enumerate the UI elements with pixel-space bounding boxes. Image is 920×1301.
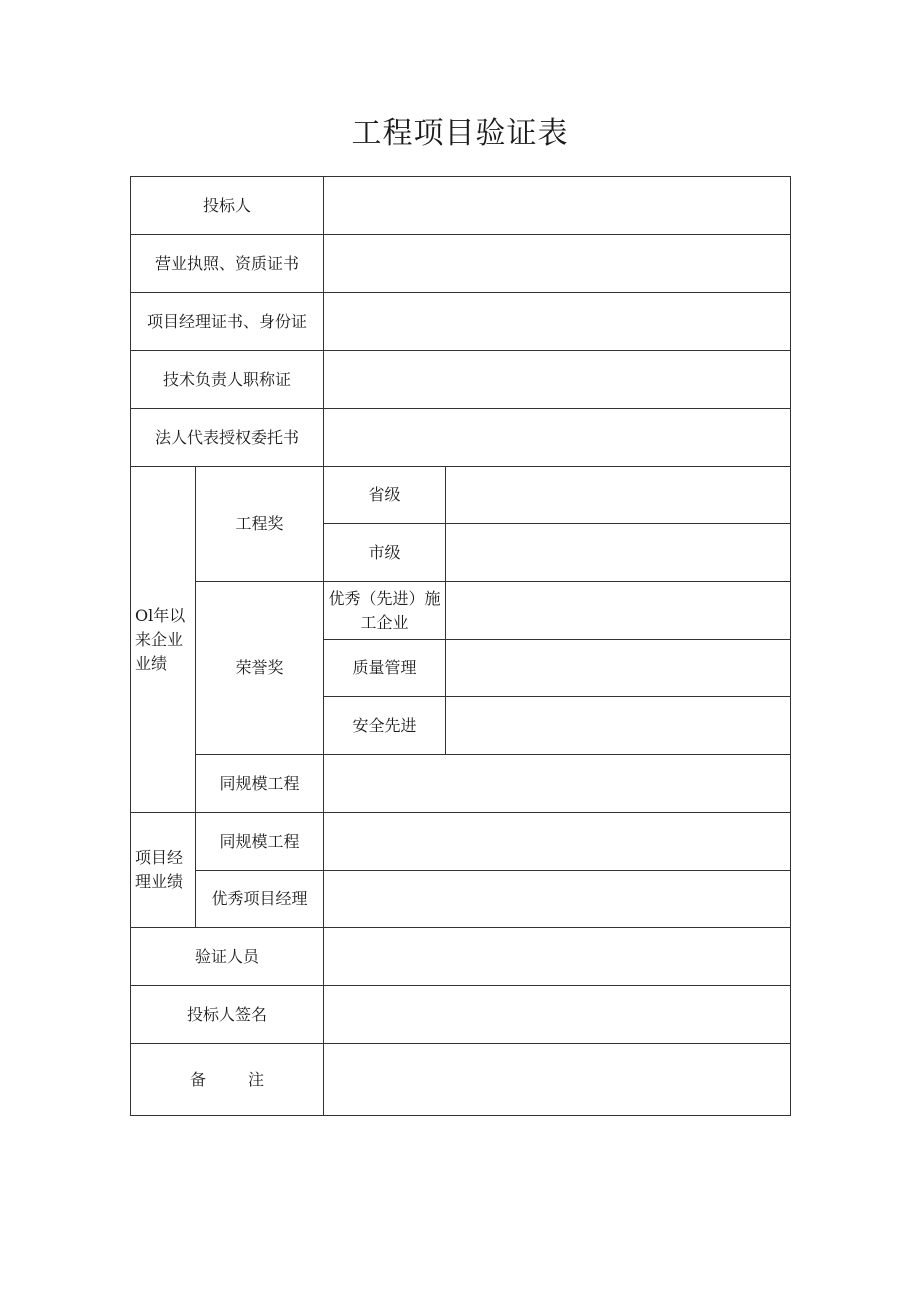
excellent-enterprise-text: 优秀（先进）施工企业	[328, 588, 441, 632]
row-tech-lead	[131, 351, 791, 409]
field-license[interactable]	[324, 235, 791, 293]
field-same-scale-pm[interactable]	[324, 813, 791, 871]
field-remarks[interactable]	[324, 1044, 791, 1116]
label-excellent-pm: 优秀项目经理	[196, 871, 324, 928]
field-excellent-enterprise[interactable]	[446, 582, 791, 640]
label-bidder-signature: 投标人签名	[131, 986, 324, 1044]
verification-table	[130, 176, 791, 1116]
page-title: 工程项目验证表	[351, 116, 569, 151]
label-tech-lead: 技术负责人职称证	[131, 351, 324, 409]
label-municipal: 市级	[324, 524, 446, 582]
field-bidder-signature[interactable]	[324, 986, 791, 1044]
label-pm-performance	[131, 813, 196, 928]
label-pm-cert: 项目经理证书、身份证	[131, 293, 324, 351]
row-same-scale-pm	[131, 813, 791, 871]
label-company-performance	[131, 467, 196, 813]
field-verifier[interactable]	[324, 928, 791, 986]
row-license	[131, 235, 791, 293]
row-provincial	[131, 467, 791, 524]
label-verifier: 验证人员	[131, 928, 324, 986]
company-performance-text: Ol年以来企业业绩	[135, 605, 186, 673]
row-excellent-pm	[131, 871, 791, 928]
label-honor-award: 荣誉奖	[196, 582, 324, 755]
row-bidder	[131, 177, 791, 235]
remarks-char-1: 备	[189, 1069, 206, 1089]
field-legal-auth[interactable]	[324, 409, 791, 467]
label-quality-mgmt: 质量管理	[324, 640, 446, 697]
field-tech-lead[interactable]	[324, 351, 791, 409]
label-engineering-award: 工程奖	[196, 467, 324, 582]
field-safety-advanced[interactable]	[446, 697, 791, 755]
field-excellent-pm[interactable]	[324, 871, 791, 928]
row-legal-auth	[131, 409, 791, 467]
label-remarks	[131, 1044, 324, 1116]
field-municipal[interactable]	[446, 524, 791, 582]
field-provincial[interactable]	[446, 467, 791, 524]
label-license: 营业执照、资质证书	[131, 235, 324, 293]
label-excellent-enterprise	[324, 582, 446, 640]
label-safety-advanced: 安全先进	[324, 697, 446, 755]
label-same-scale-pm: 同规模工程	[196, 813, 324, 871]
label-legal-auth: 法人代表授权委托书	[131, 409, 324, 467]
label-bidder: 投标人	[131, 177, 324, 235]
remarks-char-2: 注	[248, 1069, 265, 1089]
field-same-scale-company[interactable]	[324, 755, 791, 813]
field-pm-cert[interactable]	[324, 293, 791, 351]
row-remarks	[131, 1044, 791, 1116]
row-pm-cert	[131, 293, 791, 351]
field-quality-mgmt[interactable]	[446, 640, 791, 697]
pm-performance-text: 项目经理业绩	[135, 848, 184, 891]
field-bidder[interactable]	[324, 177, 791, 235]
label-same-scale-company: 同规模工程	[196, 755, 324, 813]
row-verifier	[131, 928, 791, 986]
label-provincial: 省级	[324, 467, 446, 524]
row-same-scale-company	[131, 755, 791, 813]
row-excellent-enterprise	[131, 582, 791, 640]
row-bidder-signature	[131, 986, 791, 1044]
